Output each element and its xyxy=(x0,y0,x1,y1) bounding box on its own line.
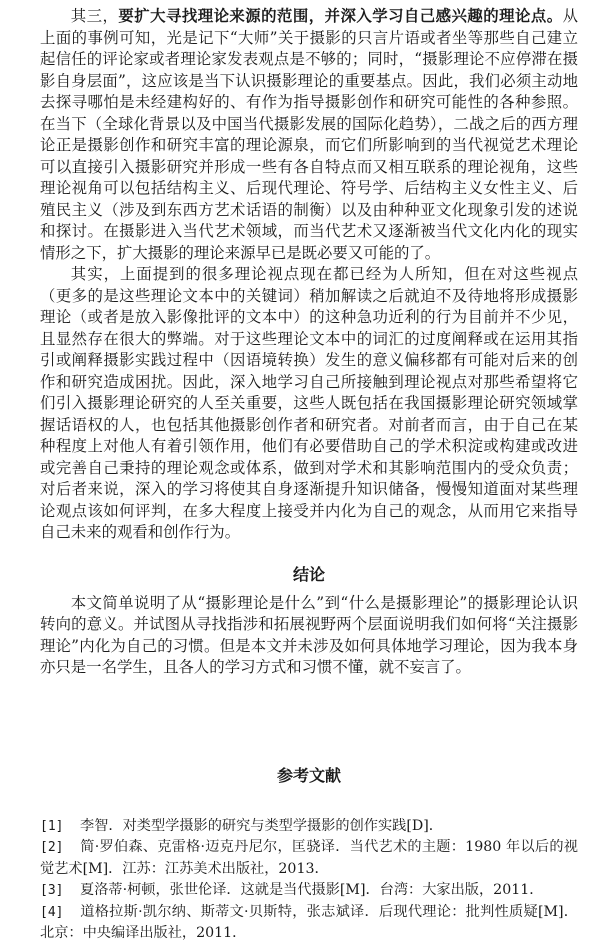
reference-item xyxy=(40,902,578,945)
reference-text: 道格拉斯·凯尔纳、斯蒂文·贝斯特，张志斌译．后现代理论：批判性质疑[M]．北京：中央编译出版社，2011． xyxy=(40,903,578,941)
references-heading: 参考文献 xyxy=(276,765,341,785)
conclusion-heading: 结论 xyxy=(292,564,325,584)
body-paragraph-2: 其实，上面提到的很多理论视点现在都已经为人所知，但在对这些视点（更多的是这些理论文本中的关键词）稍加解读之后就迫不及待地将形成摄影理论（或者是放入影像批评的文本中）的这种急功近利的行为目前并不少见，且显然存在很大的弊端。对于这些理论文本中的词汇的过度阐释或在运用其指引或阐释摄影实践过程中（因语境转换）发生的意义偏移都有可能对后来的创作和研究造成困扰。因此，深入地学习自己所接触到理论视点对那些希望将它们引入摄影理论研究的人至关重要，这些人既包括在我国摄影理论研究领域掌握话语权的人，也包括其他摄影创作者和研究者。对前者而言，由于自己在某种程度上对他人有着引领作用，他们有必要借助自己的学术积淀或构建或改进或完善自己秉持的理论观念或体系，做到对学术和其影响范围内的受众负责；对后者来说，深入的学习将使其自身逐渐提升知识储备，慢慢知道面对某些理论观点该如何评判，在多大程度上接受并内化为自己的观念，从而用它来指导自己未来的观看和创作行为。 xyxy=(40,265,578,541)
reference-list xyxy=(40,816,578,945)
conclusion-paragraph: 本文简单说明了从“摄影理论是什么”到“什么是摄影理论”的摄影理论认识转向的意义。并试图从寻找指涉和拓展视野两个层面说明我们如何将“关注摄影理论”内化为自己的习惯。但是本文并未涉及如何具体地学习理论，因为我本身亦只是一名学生，且各人的学习方式和习惯不懂，就不妄言了。 xyxy=(40,593,578,676)
reference-number: [4] xyxy=(40,904,64,920)
reference-text: 简·罗伯森、克雷格·迈克丹尼尔，匡骁译．当代艺术的主题：1980 年以后的视觉艺术[M]．江苏：江苏美术出版社，2013． xyxy=(40,839,578,877)
reference-text: 夏洛蒂·柯顿，张世伦译．这就是当代摄影[M]．台湾：大家出版，2011． xyxy=(80,882,544,898)
body-paragraph-1 xyxy=(40,6,578,264)
reference-item xyxy=(40,837,578,880)
reference-text: 李智．对类型学摄影的研究与类型学摄影的创作实践[D]． xyxy=(80,817,443,834)
bold-thesis-sentence: 要扩大寻找理论来源的范围，并深入学习自己感兴趣的理论点。 xyxy=(118,7,563,25)
reference-number: [2] xyxy=(40,840,64,855)
paragraph-lead: 其三， xyxy=(70,7,119,25)
reference-item xyxy=(40,816,578,838)
reference-number: [3] xyxy=(40,883,64,898)
reference-number: [1] xyxy=(40,818,64,834)
document-page xyxy=(40,6,578,945)
paragraph-text: 从上面的事例可知，光是记下“大师”关于摄影的只言片语或者坐等那些自己建立起信任的评论家或者理论家发表观点是不够的；同时，“摄影理论不应停滞在摄影自身层面”，这应该是当下认识摄影理论的重要基点。因此，我们必须主动地去探寻哪怕是未经建构好的、有作为指导摄影创作和研究可能性的各种参照。在当下（全球化背景以及中国当代摄影发展的国际化趋势），二战之后的西方理论正是摄影创作和研究丰富的理论源泉，而它们所影响到的当代视觉艺术理论可以直接引入摄影研究并形成一些有各自特点而又相互联系的理论视角，这些理论视角可以包括结构主义、后现代理论、符号学、后结构主义女性主义、后殖民主义（涉及到东西方艺术话语的制衡）以及由种种亚文化现象引发的述说和探讨。在摄影进入当代艺术领域，而当代艺术又逐渐被当代文化内化的现实情形之下，扩大摄影的理论来源早已是既必要又可能的了。 xyxy=(40,7,578,262)
reference-item xyxy=(40,880,578,902)
